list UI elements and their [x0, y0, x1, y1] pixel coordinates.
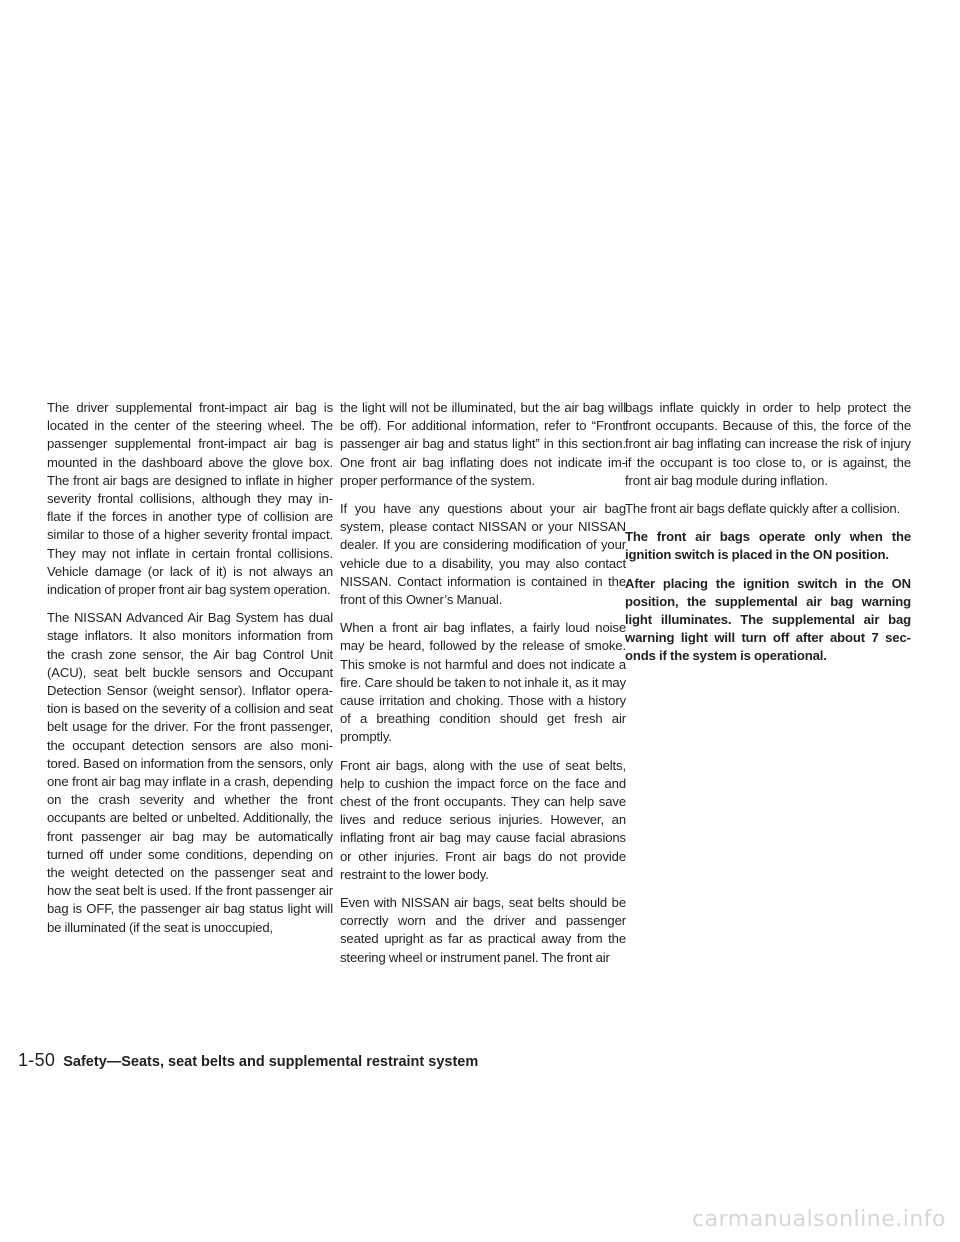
paragraph: Even with NISSAN air bags, seat belts should be correctly worn and the driver and passenger seated upright as far as practical away from the steering wheel or instrument panel. The front air — [340, 895, 626, 965]
paragraph: If you have any questions about your air bag system, please contact NISSAN or your NISSAN dealer. If you are considering modification of your vehicle due to a disability, you may also contact NISSAN. Contact information is contained in the front of this Owner’s Manual. — [340, 501, 626, 608]
paragraph: The front air bags deflate quickly after a collision. — [625, 501, 901, 517]
paragraph: When a front air bag inflates, a fairly loud noise may be heard, followed by the release of smoke. This smoke is not harmful and does not indicate a fire. Care should be taken to not inhale it, as it may cause irritation and choking. Those with a history of a breathing condition should get fresh air promptly. — [340, 620, 626, 745]
paragraph: the light will not be illuminated, but the air bag will be off). For additional information, refer to “Front passenger air bag and status light” in this section. One front air bag inflating does not indicate improper performance of the system. — [340, 400, 626, 488]
warning-paragraph: After placing the ignition switch in the ON position, the supplemental air bag warning light illuminates. The supplemental air bag warning light will turn off after about 7 seconds if the system is operational. — [625, 575, 911, 664]
paragraph: Front air bags, along with the use of seat belts, help to cushion the impact force on the face and chest of the front occupants. They can help save lives and reduce serious injuries. However, an inflating front air bag may cause facial abrasions or other injuries. Front air bags do not provide restraint to the lower body. — [340, 757, 626, 882]
paragraph: The NISSAN Advanced Air Bag System has dual stage inflators. It also monitors information from the crash zone sensor, the Air bag Control Unit (ACU), seat belt buckle sensors and Occupant Detection Sensor (weight sensor). Inflator operation is based on the severity of a collision and seat belt usage for the driver. For the front passenger, the occupant detection sensors are also monitored. Based on information from the sensors, only one front air bag may inflate in a crash, depending on the crash severity and whether the front occupants are belted or unbelted. Additionally, the front passenger air bag may be automatically turned off under some conditions, depending on the weight detected on the passenger seat and how the seat belt is used. If the front passenger air bag is OFF, the passenger air bag status light will be illuminated (if the seat is unoccupied, — [47, 610, 333, 935]
paragraph: The driver supplemental front-impact air bag is located in the center of the steering wheel. The passenger supplemental front-impact air bag is mounted in the dashboard above the glove box. The front air bags are designed to inflate in higher severity frontal collisions, although they may inflate if the forces in another type of collision are similar to those of a higher severity frontal impact. They may not inflate in certain frontal collisions. Vehicle damage (or lack of it) is not always an indication of proper front air bag system operation. — [47, 400, 333, 598]
page-footer — [18, 1050, 478, 1071]
watermark-text: carmanualsonline.info — [692, 1207, 946, 1232]
text-column-3 — [625, 399, 911, 676]
section-title: Safety—Seats, seat belts and supplemental restraint system — [63, 1054, 479, 1070]
text-column-1 — [47, 399, 333, 947]
text-column-2 — [340, 399, 626, 977]
paragraph: bags inflate quickly in order to help protect the front occupants. Because of this, the force of the front air bag inflating can increase the risk of injury if the occupant is too close to, or is against, the front air bag module during inflation. — [625, 400, 911, 488]
warning-paragraph: The front air bags operate only when the ignition switch is placed in the ON position. — [625, 529, 911, 563]
page-number: 1-50 — [18, 1050, 56, 1070]
